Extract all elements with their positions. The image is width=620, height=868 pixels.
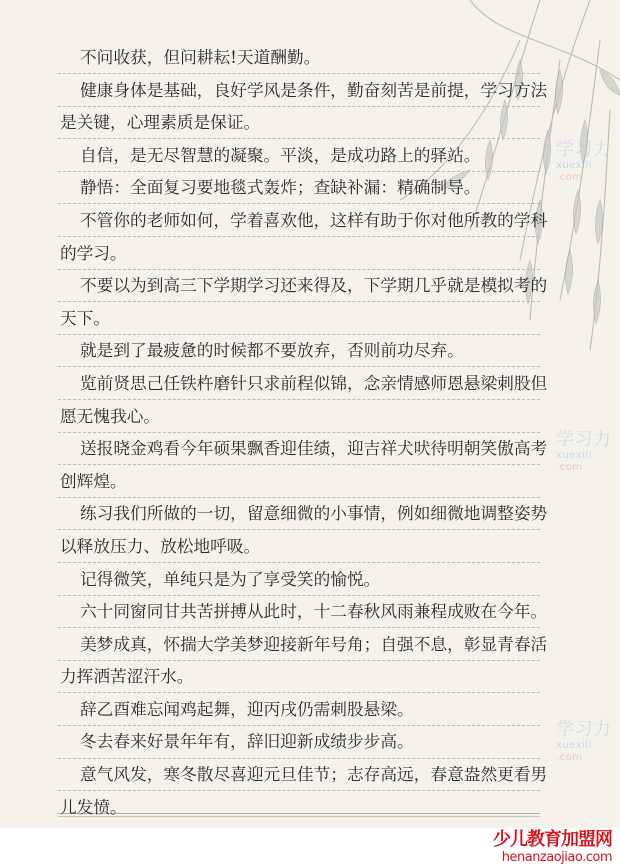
quote-paragraph: 辞乙酉难忘闻鸡起舞，迎丙戌仍需刺股悬梁。 xyxy=(80,698,414,719)
logo-domain: henanzaojiao.com xyxy=(501,850,612,865)
quote-paragraph: 练习我们所做的一切，留意细微的小事情，例如细微地调整姿势以释放压力、放松地呼吸。 xyxy=(60,503,548,556)
site-logo[interactable] xyxy=(493,830,612,865)
quote-paragraph: 自信，是无尽智慧的凝聚。平淡，是成功路上的驿站。 xyxy=(80,144,481,165)
quote-paragraph: 意气风发，寒冬散尽喜迎元旦佳节；志存高远，春意盎然更看男儿发愤。 xyxy=(60,764,548,817)
watermark: 学习力 xuexili .com xyxy=(556,139,612,183)
quote-paragraph: 就是到了最疲惫的时候都不要放弃，否则前功尽弃。 xyxy=(80,340,464,361)
quote-paragraph: 不问收获，但问耕耘!天道酬勤。 xyxy=(80,47,321,67)
watermark: 学习力 xuexili .com xyxy=(556,429,612,473)
quote-paragraph: 冬去春来好景年年有，辞旧迎新成绩步步高。 xyxy=(80,731,414,752)
quote-paragraph: 记得微笑，单纯只是为了享受笑的愉悦。 xyxy=(80,568,381,589)
logo-name: 少儿教育加盟网 xyxy=(493,829,612,850)
quote-paragraph: 不要以为到高三下学期学习还来得及，下学期几乎就是模拟考的天下。 xyxy=(60,275,548,328)
quote-paragraph: 静悟：全面复习要地毯式轰炸；查缺补漏：精确制导。 xyxy=(80,177,481,198)
watermark: 学习力 xuexili .com xyxy=(556,719,612,763)
quote-paragraph: 送报晓金鸡看今年硕果飘香迎佳绩，迎吉祥犬吠待明朝笑傲高考创辉煌。 xyxy=(60,438,548,491)
quote-paragraph: 健康身体是基础，良好学风是条件，勤奋刻苦是前提，学习方法是关键，心理素质是保证。 xyxy=(60,79,548,133)
quote-paragraph: 不管你的老师如何，学着喜欢他，这样有助于你对他所教的学科的学习。 xyxy=(60,209,548,263)
quote-list xyxy=(60,41,548,823)
quote-paragraph: 美梦成真，怀揣大学美梦迎接新年号角；自强不息，彰显青春活力挥洒苦涩汗水。 xyxy=(60,633,548,687)
quote-paragraph: 览前贤思己任铁杵磨针只求前程似锦，念亲情感师恩悬梁刺股但愿无愧我心。 xyxy=(60,372,548,426)
quote-paragraph: 六十同窗同甘共苦拼搏从此时，十二春秋风雨兼程成败在今年。 xyxy=(80,601,548,622)
